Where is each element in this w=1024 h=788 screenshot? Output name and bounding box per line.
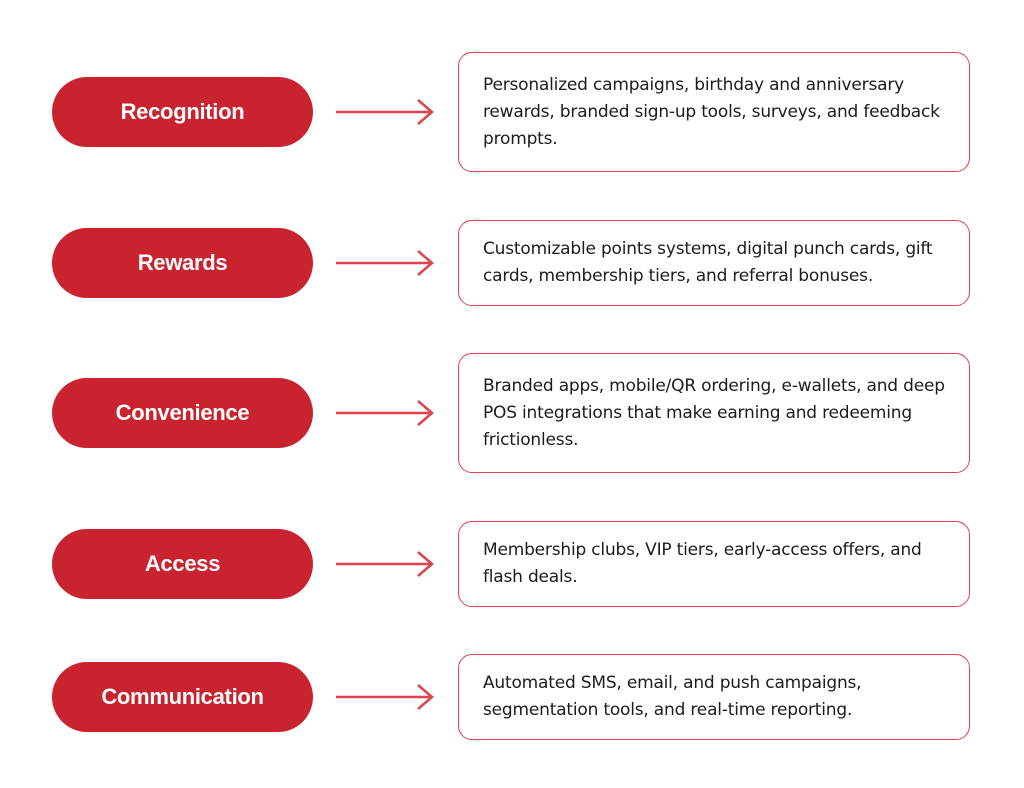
pill-rewards: Rewards [52,228,313,298]
card-convenience-text: Branded apps, mobile/QR ordering, e-wallets, and deep POS integrations that make earning and redeeming frictionless. [483,375,945,450]
pill-recognition: Recognition [52,77,313,147]
right-arrow-icon [336,248,436,278]
card-convenience [458,353,970,473]
card-access-text: Membership clubs, VIP tiers, early-access offers, and flash deals. [483,540,922,587]
card-communication [458,654,970,740]
right-arrow-icon [336,682,436,712]
card-rewards-text: Customizable points systems, digital punch cards, gift cards, membership tiers, and referral bonuses. [483,239,933,286]
right-arrow-icon [336,398,436,428]
pill-convenience: Convenience [52,378,313,448]
card-communication-text: Automated SMS, email, and push campaigns, segmentation tools, and real-time reporting. [483,673,862,720]
card-access [458,521,970,607]
pill-communication: Communication [52,662,313,732]
right-arrow-icon [336,549,436,579]
card-rewards [458,220,970,306]
pill-access: Access [52,529,313,599]
right-arrow-icon [336,97,436,127]
card-recognition [458,52,970,172]
card-recognition-text: Personalized campaigns, birthday and anniversary rewards, branded sign-up tools, surveys, and feedback prompts. [483,74,940,149]
